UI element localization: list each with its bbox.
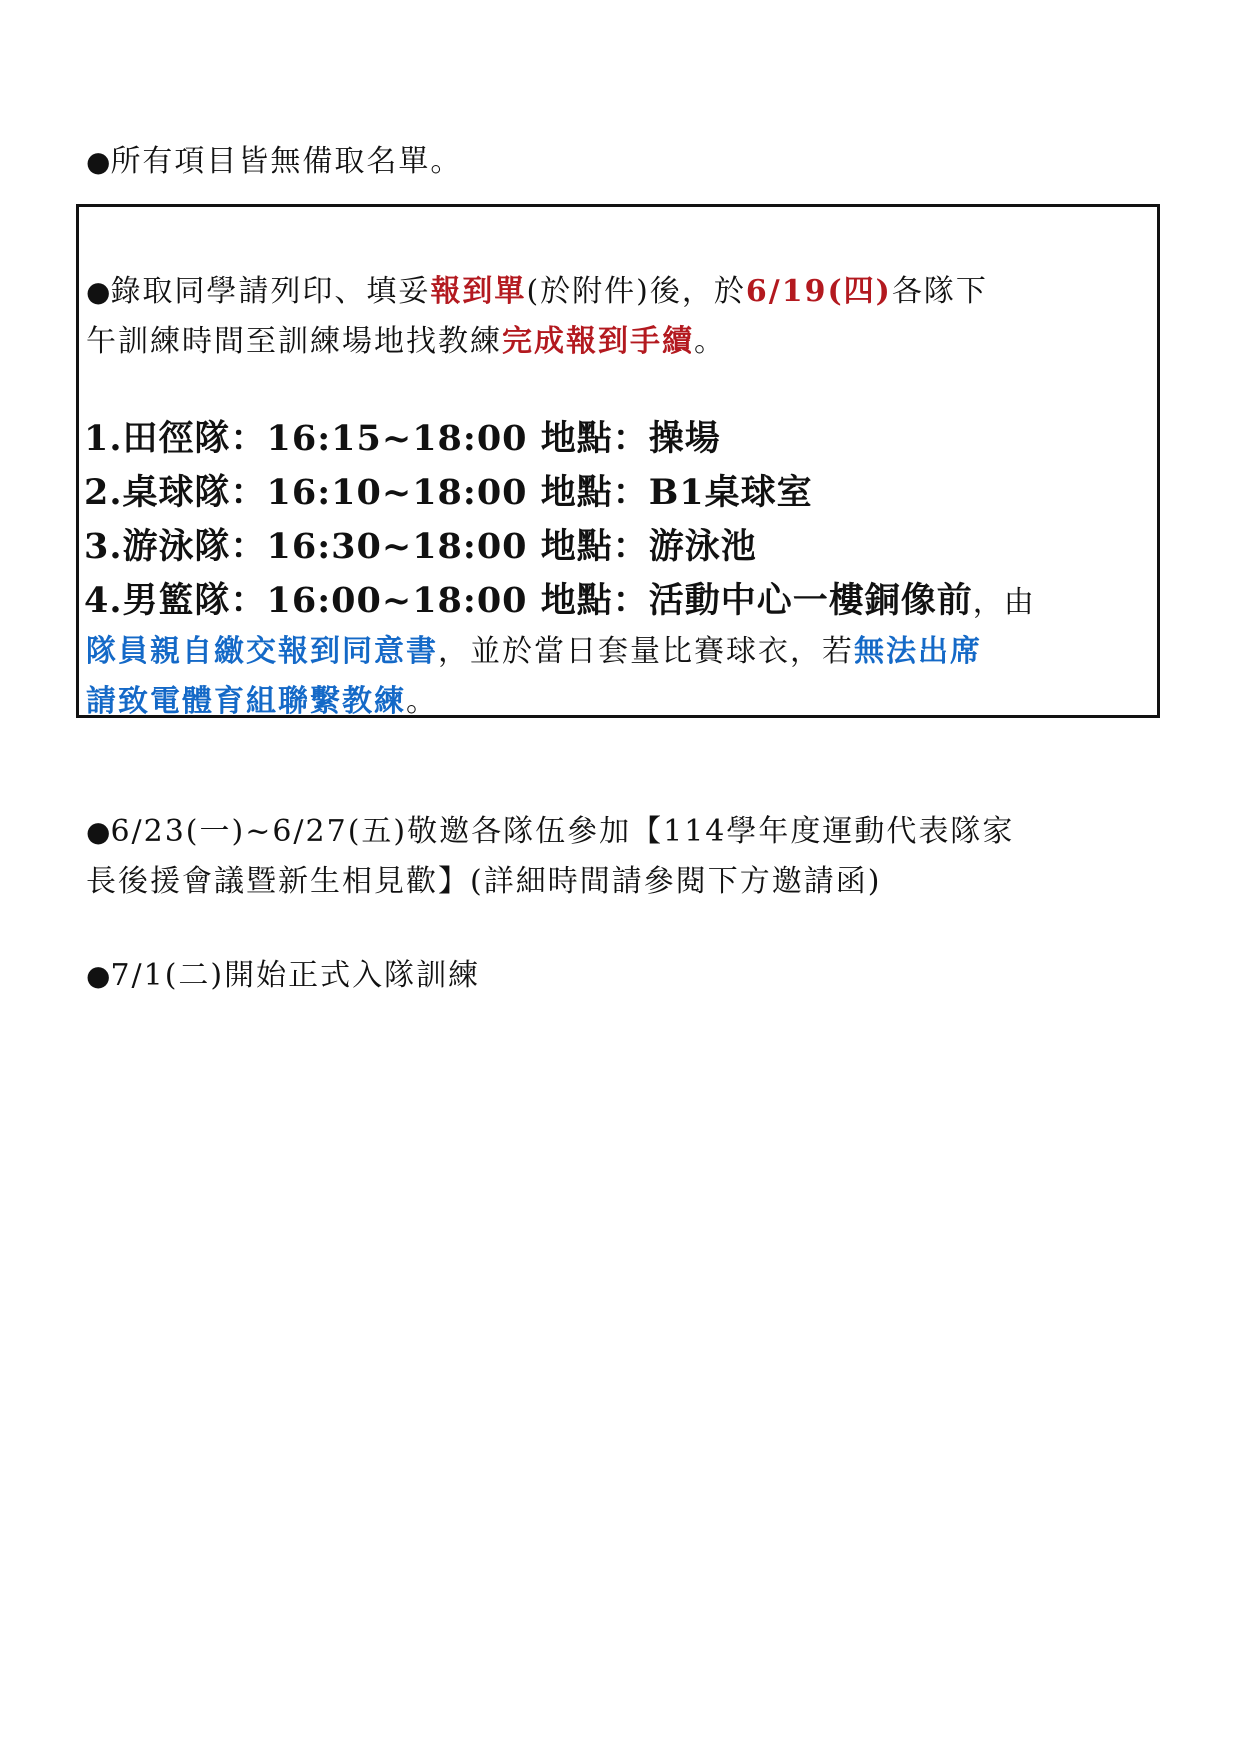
- para2-text-5: 。: [406, 684, 438, 719]
- team-schedule-text: 3.游泳隊：16:30~18:00 地點：游泳池: [84, 526, 757, 567]
- report-date-highlight: 6/19(四): [745, 274, 892, 309]
- box-para2-line1: [86, 632, 982, 672]
- top-note: [86, 142, 462, 182]
- para1-text-1: 錄取同學請列印、填妥: [110, 274, 431, 309]
- top-note-text: 所有項目皆無備取名單。: [110, 144, 463, 179]
- para1-text-5: 各隊下: [891, 274, 988, 309]
- team-item-swimming: [84, 524, 757, 570]
- team-item-basketball: [84, 578, 1035, 626]
- bullet-icon: ●: [86, 959, 111, 992]
- complete-registration-highlight: 完成報到手續: [502, 324, 694, 359]
- box-para2-line2: [86, 682, 438, 722]
- contact-coach-highlight: 請致電體育組聯繫教練: [86, 684, 406, 719]
- training-text: 7/1(二)開始正式入隊訓練: [110, 958, 481, 993]
- team-item-track: [84, 416, 721, 462]
- meeting-text-line1: 6/23(一)~6/27(五)敬邀各隊伍參加【114學年度運動代表隊家: [110, 814, 1015, 849]
- absence-highlight: 無法出席: [854, 634, 982, 669]
- para2-text-2: ，並於當日套量比賽球衣，若: [438, 634, 854, 669]
- para1-text-6: 午訓練時間至訓練場地找教練: [86, 324, 502, 359]
- box-para1-line1: [86, 272, 988, 312]
- consent-form-highlight: 隊員親自繳交報到同意書: [86, 634, 438, 669]
- team-schedule-text: 2.桌球隊：16:10~18:00 地點：B1桌球室: [84, 472, 813, 513]
- team4-tail-text: ，由: [972, 585, 1035, 620]
- report-form-highlight: 報到單: [430, 274, 527, 309]
- bullet-icon: ●: [86, 815, 111, 848]
- meeting-note-line1: [86, 812, 1014, 852]
- team-schedule-text: 4.男籃隊：16:00~18:00 地點：活動中心一樓銅像前: [84, 580, 973, 621]
- meeting-text-line2: 長後援會議暨新生相見歡】(詳細時間請參閱下方邀請函): [86, 864, 882, 899]
- box-para1-line2: [86, 322, 726, 362]
- training-note: [86, 956, 480, 996]
- bullet-icon: ●: [86, 275, 111, 308]
- bullet-icon: ●: [86, 145, 111, 178]
- team-item-table-tennis: [84, 470, 813, 516]
- para1-text-3: (於附件)後，於: [526, 274, 746, 309]
- meeting-note-line2: [86, 862, 881, 902]
- team-schedule-text: 1.田徑隊：16:15~18:00 地點：操場: [84, 418, 721, 459]
- para1-text-8: 。: [694, 324, 726, 359]
